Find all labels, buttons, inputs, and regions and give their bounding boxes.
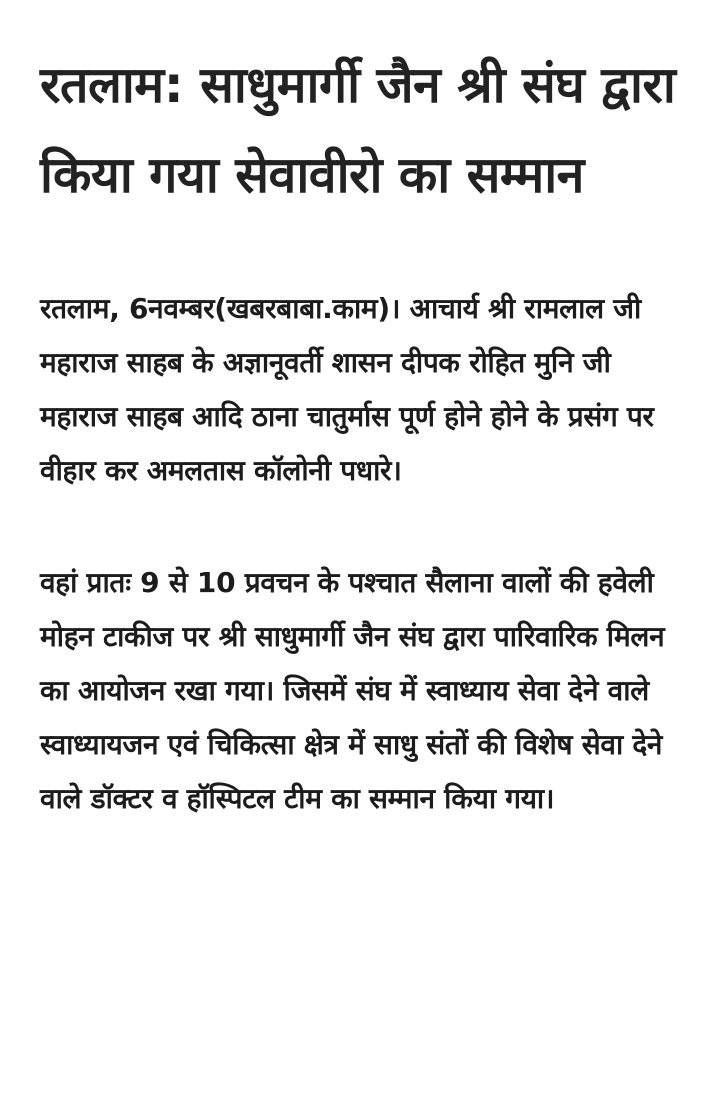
article-paragraph-event: वहां प्रातः 9 से 10 प्रवचन के पश्चात सैलाना वालों की हवेली मोहन टाकीज पर श्री साधुमार्गी जैन संघ द्वारा पारिवारिक मिलन का आयोजन रखा गया। जिसमें संघ में स्वाध्याय सेवा देने वाले स्वाध्यायजन एवं चिकित्सा क्षेत्र में साधु संतों की विशेष सेवा देने वाले डॉक्टर व हॉस्पिटल टीम का सम्मान किया गया। [40,566,665,815]
article-paragraph-intro: रतलाम, 6नवम्बर(खबरबाबा.काम)। आचार्य श्री रामलाल जी महाराज साहब के अज्ञानूवर्ती शासन दीपक रोहित मुनि जी महाराज साहब आदि ठाना चातुर्मास पूर्ण होने होने के प्रसंग पर वीहार कर अमलतास कॉलोनी पधारे। [40,292,654,487]
news-article [40,40,690,826]
article-headline: रतलाम: साधुमार्गी जैन श्री संघ द्वारा किया गया सेवावीरो का सम्मान [40,56,676,204]
